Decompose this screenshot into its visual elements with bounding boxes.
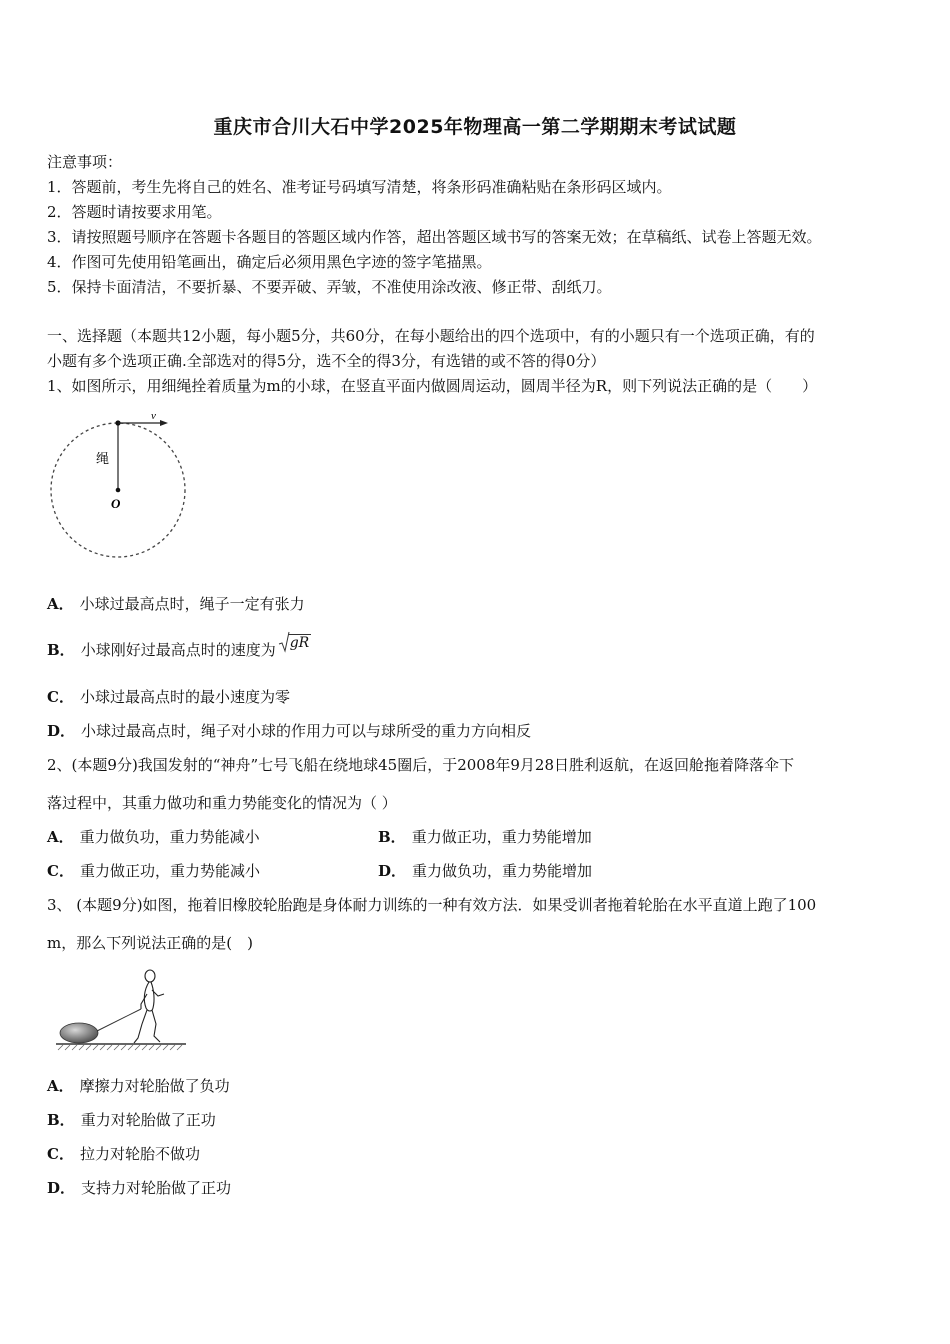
option-text: 小球刚好过最高点时的速度为 [80, 641, 276, 659]
option-letter: D． [47, 1179, 76, 1197]
section-heading-cont: 小题有多个选项正确.全部选对的得5分，选不全的得3分，有选错的或不答的得0分） [47, 352, 606, 370]
option-text: 重力对轮胎做了正功 [80, 1111, 216, 1129]
option-b [47, 635, 311, 661]
option-text: 小球过最高点时，绳子一定有张力 [79, 595, 305, 613]
option-text: 支持力对轮胎做了正功 [81, 1179, 232, 1197]
notice-item: 5．保持卡面清洁，不要折暴、不要弄破、弄皱，不准使用涂改液、修正带、刮纸刀。 [47, 278, 612, 296]
notice-item: 4．作图可先使用铅笔画出，确定后必须用黑色字迹的签字笔描黑。 [47, 253, 492, 271]
tire-drag-figure [54, 964, 189, 1056]
option-letter: C． [47, 1145, 74, 1163]
notice-item: 1．答题前，考生先将自己的姓名、准考证号码填写清楚，将条形码准确粘贴在条形码区域内。 [47, 178, 672, 196]
option-letter: D． [378, 862, 407, 880]
page-title: 重庆市合川大石中学2025年物理高一第二学期期末考试试题 [213, 116, 737, 138]
option-letter: A． [47, 828, 74, 846]
question-1-stem: 1、如图所示，用细绳拴着质量为m的小球，在竖直平面内做圆周运动，圆周半径为R，则下列说法正确的是（ ） [47, 377, 818, 395]
rope-label: 绳 [96, 452, 110, 467]
arrowhead-icon [160, 420, 168, 426]
question-2-stem: 2、(本题9分)我国发射的“神舟”七号飞船在绕地球45圈后，于2008年9月28日胜利返航，在返回舱拖着降落伞下 [47, 756, 795, 774]
option-text: 小球过最高点时，绳子对小球的作用力可以与球所受的重力方向相反 [81, 722, 532, 740]
notice-heading: 注意事项： [47, 153, 123, 171]
circle-motion-figure [44, 408, 194, 566]
option-text: 重力做正功，重力势能增加 [411, 828, 592, 846]
section-heading: 一、选择题（本题共12小题，每小题5分，共60分，在每小题给出的四个选项中，有的小题只有一个选项正确，有的 [47, 327, 815, 345]
option-d [378, 861, 592, 881]
option-text: 重力做负功，重力势能增加 [412, 862, 593, 880]
option-letter: C． [47, 688, 74, 706]
option-a [47, 827, 260, 847]
option-d [47, 1178, 231, 1198]
option-letter: A． [47, 1077, 74, 1095]
option-letter: B． [47, 1111, 75, 1129]
question-2-stem-cont: 落过程中，其重力做功和重力势能变化的情况为（ ） [47, 794, 397, 812]
tire [60, 1023, 98, 1043]
option-letter: C． [47, 862, 74, 880]
option-d [47, 721, 531, 741]
option-letter: D． [47, 722, 76, 740]
velocity-label: v [151, 410, 156, 422]
option-letter: B． [378, 828, 406, 846]
option-b [378, 827, 592, 847]
question-3-stem-cont: m，那么下列说法正确的是( ) [47, 934, 253, 952]
option-a [47, 594, 305, 614]
option-text: 小球过最高点时的最小速度为零 [79, 688, 290, 706]
tow-rope [97, 1009, 141, 1031]
option-c [47, 1144, 200, 1164]
notice-item: 2．答题时请按要求用笔。 [47, 203, 222, 221]
center-point [116, 488, 121, 493]
option-text: 重力做正功，重力势能减小 [79, 862, 260, 880]
option-text: 拉力对轮胎不做功 [79, 1145, 200, 1163]
option-letter: A． [47, 595, 74, 613]
option-text: 摩擦力对轮胎做了负功 [79, 1077, 230, 1095]
option-text: 重力做负功，重力势能减小 [79, 828, 260, 846]
option-c [47, 687, 290, 707]
option-b [47, 1110, 216, 1130]
ground-hatch [58, 1045, 182, 1050]
runner-figure [134, 970, 164, 1043]
option-a [47, 1076, 230, 1096]
center-label: O [111, 496, 121, 511]
option-letter: B． [47, 641, 75, 659]
sqrt-radicand: gR [289, 635, 310, 651]
question-3-stem: 3、 (本题9分)如图，拖着旧橡胶轮胎跑是身体耐力训练的一种有效方法．如果受训者拖着轮胎在水平直道上跑了100 [47, 896, 817, 914]
sqrt-formula [278, 633, 312, 653]
sqrt-icon [278, 631, 290, 653]
option-c [47, 861, 260, 881]
notice-item: 3．请按照题号顺序在答题卡各题目的答题区域内作答，超出答题区域书写的答案无效；在草稿纸、试卷上答题无效。 [47, 228, 822, 246]
